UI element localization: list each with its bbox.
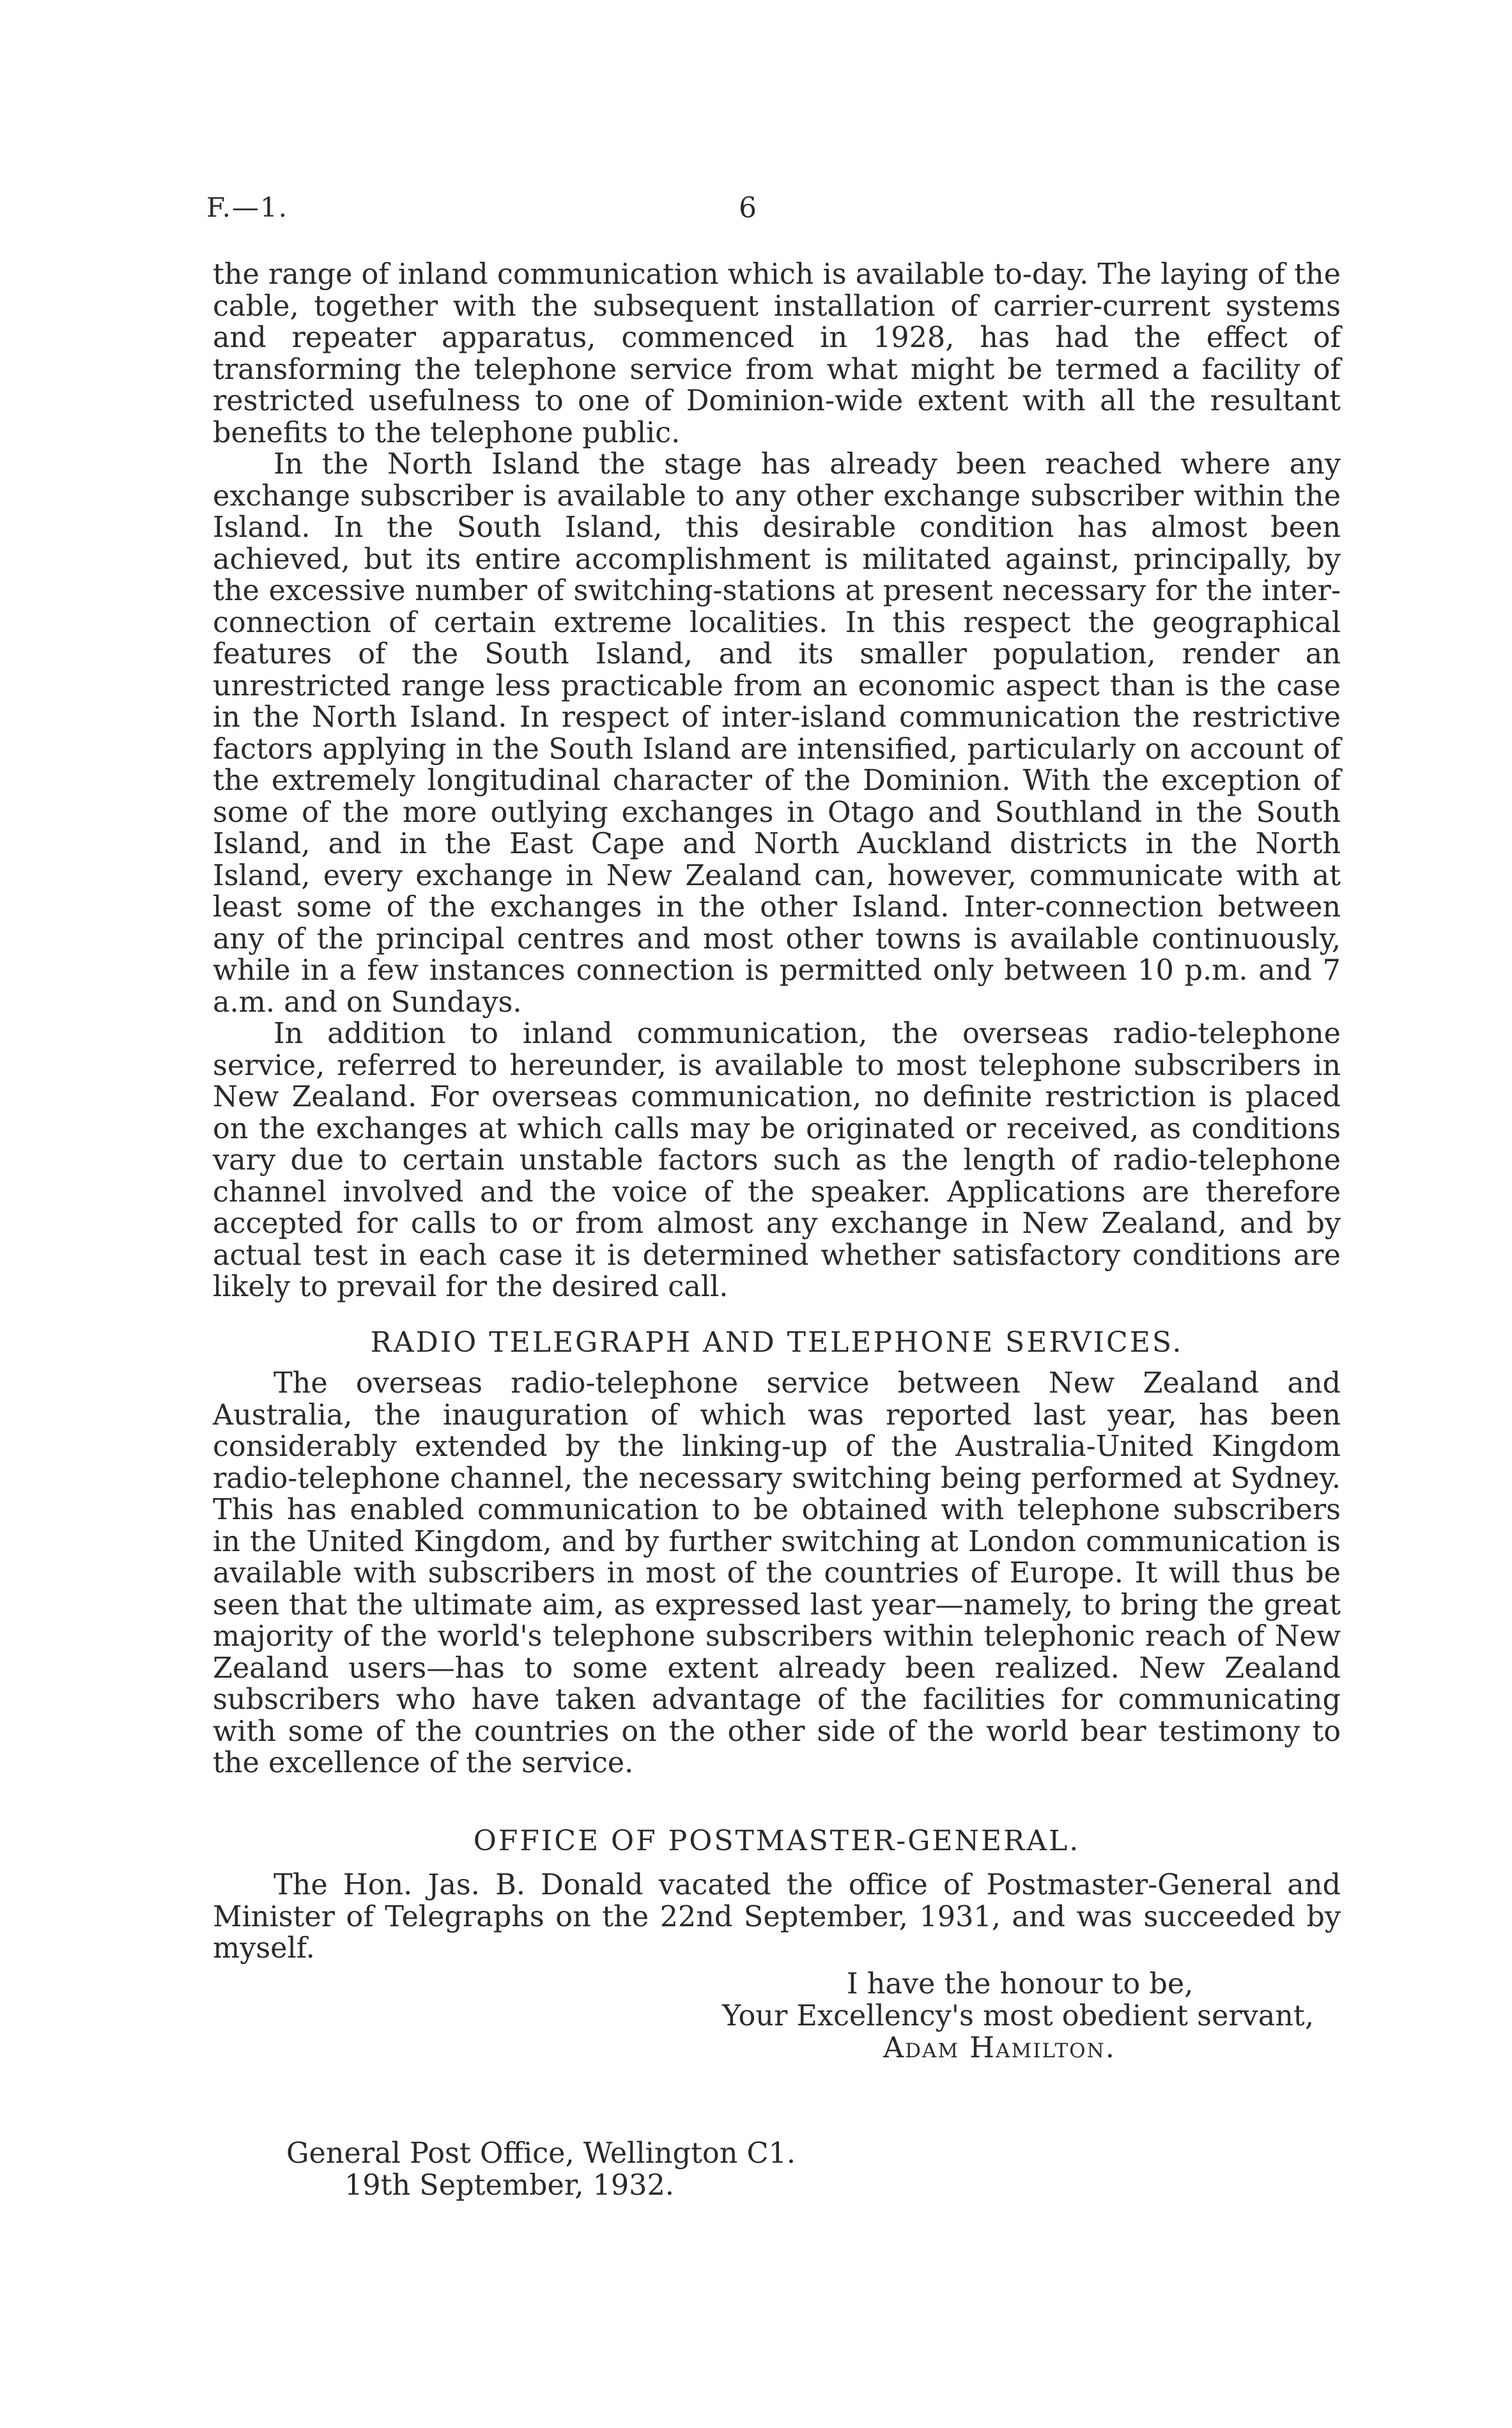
section-inland-communication <box>213 259 1341 1303</box>
section-radio-services <box>213 1368 1341 1779</box>
page-number: 6 <box>739 192 757 224</box>
section-heading-office: OFFICE OF POSTMASTER-GENERAL. <box>473 1825 1081 1857</box>
paragraph: The Hon. Jas. B. Donald vacated the office of Postmaster-General and Minister of Telegraphs on the 22nd September, 1931, and was succeeded by myself. <box>213 1869 1341 1965</box>
section-heading-radio: RADIO TELEGRAPH AND TELEPHONE SERVICES. <box>370 1326 1184 1359</box>
letter-date: 19th September, 1932. <box>344 2169 674 2202</box>
closing-salutation: I have the honour to be, <box>847 1968 1194 2000</box>
paragraph: the range of inland communication which is available to-day. The laying of the cable, together with the subsequent installation of carrier-current systems and repeater apparatus, commenced in 1928, has had the effect of transforming the telephone service from what might be termed a facility of restricted usefulness to one of Dominion-wide extent with all the resultant benefits to the telephone public. <box>213 258 1341 449</box>
report-reference: F.—1. <box>206 192 289 223</box>
section-office-postmaster <box>213 1869 1341 1965</box>
closing-servant-line: Your Excellency's most obedient servant, <box>722 2000 1314 2032</box>
paragraph: In the North Island the stage has already been reached where any exchange subscriber is available to any other exchange subscriber within the Island. In the South Island, this desirable condition has almost been achieved, but its entire accomplishment is militated against, principally, by the excessive number of switching-stations at present necessary for the inter-connection of certain extreme localities. In this respect the geographical features of the South Island, and its smaller population, render an unrestricted range less practicable from an economic aspect than is the case in the North Island. In respect of inter-island communication the restrictive factors applying in the South Island are intensified, particularly on account of the extremely longitudinal character of the Dominion. With the exception of some of the more outlying exchanges in Otago and Southland in the South Island, and in the East Cape and North Auckland districts in the North Island, every exchange in New Zealand can, however, communicate with at least some of the exchanges in the other Island. Inter-connection between any of the principal centres and most other towns is available continuously, while in a few instances connection is permitted only between 10 p.m. and 7 a.m. and on Sundays. <box>213 448 1341 1019</box>
sender-address: General Post Office, Wellington C1. <box>286 2137 796 2170</box>
paragraph: In addition to inland communication, the overseas radio-telephone service, referred to hereunder, is available to most telephone subscribers in New Zealand. For overseas communication, no definite restriction is placed on the exchanges at which calls may be originated or received, as conditions vary due to certain unstable factors such as the length of radio-telephone channel involved and the voice of the speaker. Applications are therefore accepted for calls to or from almost any exchange in New Zealand, and by actual test in each case it is determined whether satisfactory conditions are likely to prevail for the desired call. <box>213 1017 1341 1303</box>
signatory-name: Adam Hamilton. <box>883 2032 1116 2064</box>
paragraph: The overseas radio-telephone service between New Zealand and Australia, the inauguration of which was reported last year, has been considerably extended by the linking-up of the Australia-United Kingdom radio-telephone channel, the necessary switching being performed at Sydney. This has enabled communication to be obtained with telephone subscribers in the United Kingdom, and by further switching at London communication is available with subscribers in most of the countries of Europe. It will thus be seen that the ultimate aim, as expressed last year—namely, to bring the great majority of the world's telephone subscribers within telephonic reach of New Zealand users—has to some extent already been realized. New Zealand subscribers who have taken advantage of the facilities for communicating with some of the countries on the other side of the world bear testimony to the excellence of the service. <box>213 1367 1341 1779</box>
